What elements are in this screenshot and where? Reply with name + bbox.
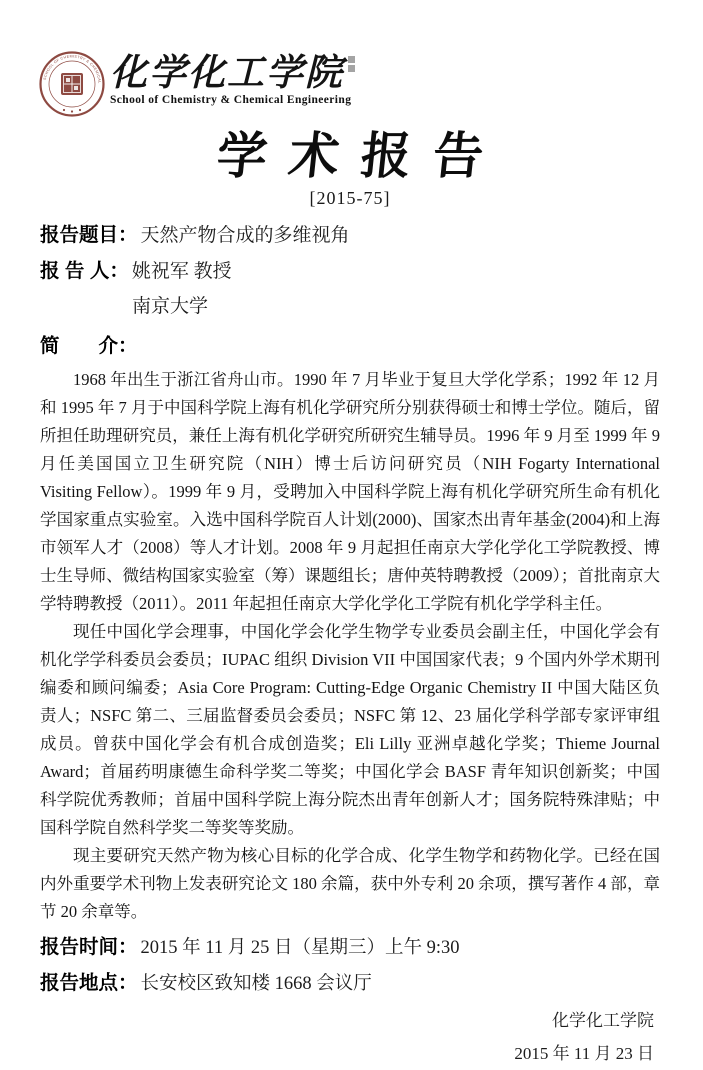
report-number: [2015-75]: [309, 188, 391, 208]
place-row: [40, 969, 660, 998]
announcement-page: [0, 50, 700, 1063]
bio-paragraph-1: 1968 年出生于浙江省舟山市。1990 年 7 月毕业于复旦大学化学系；1992 年 12 月和 1995 年 7 月于中国科学院上海有机化学研究所分别获得硕士和博士学位。随后，留所担任助理研究员，兼任上海有机化学研究所研究生辅导员。1996 年 9 月至 1999 年 9 月任美国国立卫生研究院（NIH）博士后访问研究员（NIH Fogarty International Visiting Fellow）。1999 年 9 月，受聘加入中国科学院上海有机化学研究所生命有机化学国家重点实验室。入选中国科学院百人计划(2000)、国家杰出青年基金(2004)和上海市领军人才（2008）等人才计划。2008 年 9 月起担任南京大学化学化工学院教授、博士生导师、微结构国家实验室（筹）课题组长；唐仲英特聘教授（2009）；首批南京大学特聘教授（2011）。2011 年起担任南京大学化学化工学院有机化学学科主任。: [40, 370, 661, 613]
report-fields: [40, 222, 660, 359]
place-label: 报告地点：: [40, 972, 138, 994]
speaker-value: 姚祝军 教授: [131, 261, 232, 282]
topic-value: 天然产物合成的多维视角: [140, 225, 350, 246]
topic-label: 报告题目：: [40, 224, 138, 246]
intro-label: 简 介：: [40, 335, 138, 357]
speaker-row: [40, 258, 660, 285]
speaker-label: 报 告 人：: [40, 260, 129, 282]
bio-paragraph-2: 现任中国化学会理事，中国化学会化学生物学专业委员会副主任，中国化学会有机化学学科委员会委员；IUPAC 组织 Division VII 中国国家代表；9 个国内外学术期刊编委和顾问编委；Asia Core Program: Cutting-Edge Organic Chemistry II 中国大陆区负责人；NSFC 第二、三届监督委员会委员；NSFC 第 12、23 届化学科学部专家评审组成员。曾获中国化学会有机合成创造奖；Eli Lilly 亚洲卓越化学奖；Thieme Journal Award；首届药明康德生命科学奖二等奖；中国化学会 BASF 青年知识创新奖；中国科学院优秀教师；首届中国科学院上海分院杰出青年创新人才；国务院特殊津贴；中国科学院自然科学奖二等奖等奖励。: [40, 622, 660, 837]
biography-section: [40, 366, 660, 926]
page-title: 学术报告: [213, 126, 509, 185]
institute-name-block: [110, 50, 355, 106]
schedule-section: [40, 933, 660, 998]
time-label: 报告时间：: [40, 936, 138, 958]
signature-org: 化学化工学院: [552, 1011, 654, 1030]
topic-row: [40, 222, 660, 249]
institute-name-en: School of Chemistry & Chemical Engineering: [110, 94, 352, 106]
seal-ring-text: SCHOOL OF CHEMISTRY & CHEMICAL: [42, 54, 102, 84]
signature-date: 2015 年 11 月 23 日: [514, 1044, 654, 1063]
time-value: 2015 年 11 月 25 日（星期三）上午 9:30: [140, 938, 460, 958]
intro-row: [40, 333, 660, 359]
institute-logo-block: [38, 50, 700, 122]
time-row: [40, 933, 660, 962]
calligrapher-signature-mark: [348, 56, 355, 72]
institute-seal-icon: [38, 50, 106, 118]
speaker-affiliation: 南京大学: [132, 296, 209, 317]
bio-paragraph-3: 现主要研究天然产物为核心目标的化学合成、化学生物学和药物化学。已经在国内外重要学术刊物上发表研究论文 180 余篇，获中外专利 20 余项，撰写著作 4 部，章节 20 余章等。: [40, 846, 661, 921]
institute-name-zh: 化学化工学院: [110, 50, 344, 94]
place-value: 长安校区致知楼 1668 会议厅: [140, 974, 372, 994]
signature-block: [0, 1004, 654, 1070]
